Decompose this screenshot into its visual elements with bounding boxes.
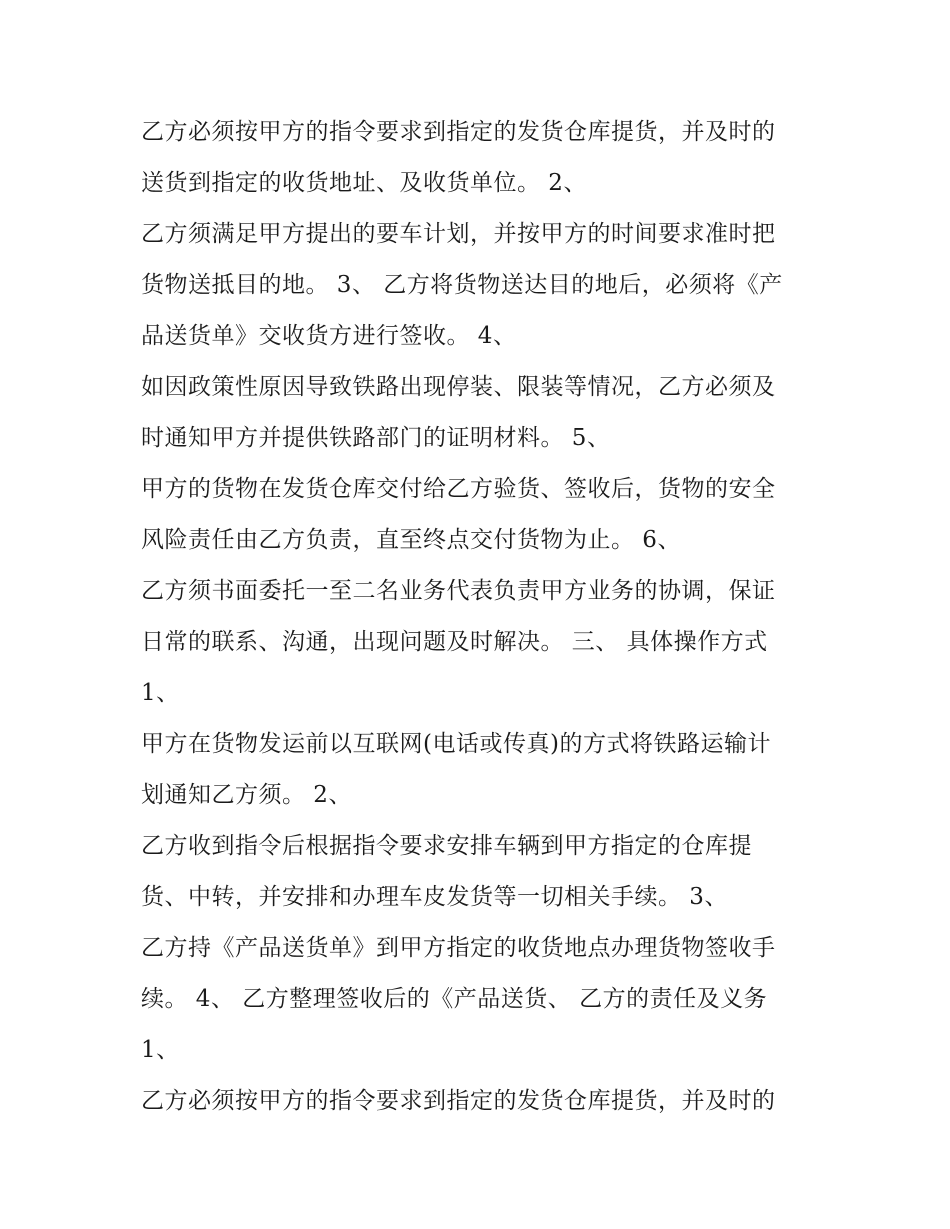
text-line: 品送货单》交收货方进行签收。 4、 xyxy=(141,323,517,349)
text-line: 送货到指定的收货地址、及收货单位。 2、 xyxy=(141,170,587,196)
text-line: 乙方收到指令后根据指令要求安排车辆到甲方指定的仓库提 xyxy=(141,833,752,859)
text-line: 1、 xyxy=(141,680,180,706)
text-line: 时通知甲方并提供铁路部门的证明材料。 5、 xyxy=(141,425,611,451)
text-line: 乙方持《产品送货单》到甲方指定的收货地点办理货物签收手 xyxy=(141,935,776,961)
text-line: 甲方的货物在发货仓库交付给乙方验货、签收后，货物的安全 xyxy=(141,476,776,502)
text-line: 1、 xyxy=(141,1037,180,1063)
text-line: 乙方必须按甲方的指令要求到指定的发货仓库提货，并及时的 xyxy=(141,1088,776,1114)
text-line: 货物送抵目的地。 3、 乙方将货物送达目的地后，必须将《产 xyxy=(141,272,783,298)
document-body xyxy=(141,107,831,1127)
text-line: 日常的联系、沟通，出现问题及时解决。 三、 具体操作方式 xyxy=(141,629,768,655)
text-line: 乙方须书面委托一至二名业务代表负责甲方业务的协调，保证 xyxy=(141,578,776,604)
text-line: 货、中转，并安排和办理车皮发货等一切相关手续。 3、 xyxy=(141,884,728,910)
text-line: 风险责任由乙方负责，直至终点交付货物为止。 6、 xyxy=(141,527,681,553)
text-line: 乙方须满足甲方提出的要车计划，并按甲方的时间要求准时把 xyxy=(141,221,776,247)
text-line: 甲方在货物发运前以互联网(电话或传真)的方式将铁路运输计 xyxy=(141,731,771,757)
text-line: 如因政策性原因导致铁路出现停装、限装等情况，乙方必须及 xyxy=(141,374,776,400)
text-line: 划通知乙方须。 2、 xyxy=(141,782,352,808)
text-line: 续。 4、 乙方整理签收后的《产品送货、 乙方的责任及义务 xyxy=(141,986,768,1012)
text-line: 乙方必须按甲方的指令要求到指定的发货仓库提货，并及时的 xyxy=(141,119,776,145)
